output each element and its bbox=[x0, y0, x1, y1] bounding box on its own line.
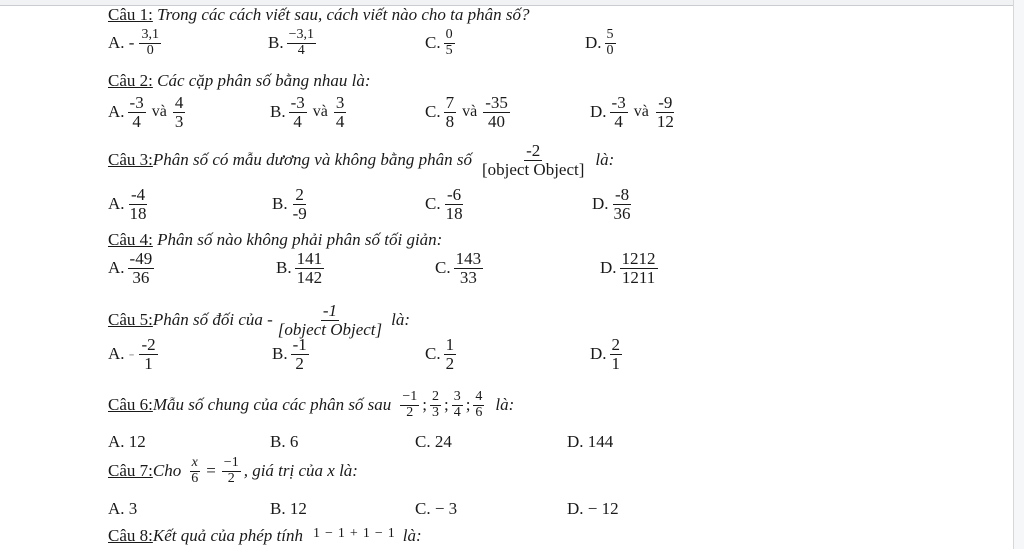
fraction: $\frac{-3}{4}$ bbox=[290, 93, 305, 131]
fraction: $\frac{1}{2}$ bbox=[445, 335, 455, 373]
q7-option-b[interactable]: B. 12 bbox=[270, 499, 307, 518]
fraction: $\frac{-3,1}{4}$ bbox=[288, 27, 314, 58]
q6-option-d[interactable]: D. 144 bbox=[567, 432, 614, 451]
q1-option-a[interactable] bbox=[108, 28, 164, 58]
fraction: $\frac{3}{4}$ bbox=[335, 93, 345, 131]
expression: 1 − 1 + 1 − 1 bbox=[313, 526, 395, 541]
q2-option-d[interactable] bbox=[590, 94, 679, 131]
q7-option-a[interactable]: A. 3 bbox=[108, 499, 138, 518]
fraction: $\frac{1212}{1211}$ bbox=[621, 249, 656, 287]
fraction: $\frac{2}{1}$ bbox=[611, 335, 621, 373]
fraction: $\frac{3}{4}$ bbox=[453, 389, 461, 420]
q3-tail: là: bbox=[595, 150, 615, 170]
fraction: $\frac{-3}{4}$ bbox=[611, 93, 626, 131]
fraction: $\frac{7}{8}$ bbox=[445, 93, 455, 131]
equals-sign: = bbox=[206, 461, 216, 481]
q3-option-c[interactable] bbox=[425, 186, 468, 223]
q2-option-c[interactable] bbox=[425, 94, 513, 131]
q6-text: Mẫu số chung của các phân số sau bbox=[152, 395, 392, 415]
q6-label: Câu 6: bbox=[108, 395, 153, 415]
fraction: $\frac{-6}{18}$ bbox=[445, 185, 463, 223]
option-letter: D. bbox=[600, 258, 617, 278]
option-letter: B. bbox=[270, 102, 286, 122]
fraction: $\frac{5}{0}$ bbox=[606, 27, 614, 58]
option-letter: D. bbox=[585, 33, 602, 53]
option-letter: A. bbox=[108, 102, 125, 122]
q2-text: Các cặp phân số bằng nhau là: bbox=[152, 71, 371, 90]
option-letter: C. bbox=[425, 33, 441, 53]
fraction: $\frac{0}{5}$ bbox=[445, 27, 453, 58]
q4-option-a[interactable] bbox=[108, 250, 157, 287]
q7-label: Câu 7: bbox=[108, 461, 153, 481]
fraction: $\frac{143}{33}$ bbox=[455, 249, 482, 287]
q7-option-c[interactable]: C. − 3 bbox=[415, 499, 458, 518]
q5-option-b[interactable] bbox=[272, 336, 312, 373]
q5-option-d[interactable] bbox=[590, 336, 625, 373]
q2-option-b[interactable] bbox=[270, 94, 349, 131]
fraction: $\frac{-2}{1}$ bbox=[141, 335, 156, 373]
q5-option-a[interactable] bbox=[108, 336, 161, 373]
q4-option-d[interactable] bbox=[600, 250, 661, 287]
option-letter: B. bbox=[272, 194, 288, 214]
question-4 bbox=[108, 230, 442, 250]
fraction: $\frac{-1}{2}$ bbox=[402, 389, 418, 420]
option-letter: A. bbox=[108, 33, 125, 53]
question-8 bbox=[108, 526, 422, 546]
fraction: $\frac{-9}{12}$ bbox=[656, 93, 674, 131]
q8-tail: là: bbox=[402, 526, 422, 545]
fraction-list: $\frac{-1}{2}$ ; $\frac{2}{3}$ ; $\frac{3}{4}$ ; $\frac{4}{6}$ bbox=[402, 389, 483, 420]
q3-label: Câu 3: bbox=[108, 150, 153, 170]
option-letter: C. bbox=[425, 344, 441, 364]
fraction: $\frac{-1}{2}$ bbox=[292, 335, 307, 373]
question-6 bbox=[108, 390, 514, 420]
question-3 bbox=[108, 142, 614, 179]
fraction: $\frac{-2}{\text{[object Object]}}$ bbox=[481, 141, 585, 179]
q2-label: Câu 2: bbox=[108, 71, 153, 90]
q3-option-b[interactable] bbox=[272, 186, 312, 223]
q1-text: Trong các cách viết sau, cách viết nào cho ta phân số? bbox=[152, 5, 530, 24]
q1-option-d[interactable] bbox=[585, 28, 619, 58]
q7-option-d[interactable]: D. − 12 bbox=[567, 499, 619, 518]
and-word: và bbox=[462, 103, 478, 121]
q6-option-c[interactable]: C. 24 bbox=[415, 432, 452, 451]
option-letter: A. bbox=[108, 194, 125, 214]
question-2 bbox=[108, 71, 371, 91]
minus-sign: - bbox=[128, 344, 135, 364]
q6-option-a[interactable]: A. 12 bbox=[108, 432, 146, 451]
minus-sign: - bbox=[128, 33, 135, 53]
option-letter: D. bbox=[590, 102, 607, 122]
q6-option-b[interactable]: B. 6 bbox=[270, 432, 299, 451]
fraction: $\frac{-1}{\text{[object Object]}}$ bbox=[277, 301, 383, 339]
fraction: $\frac{-49}{36}$ bbox=[129, 249, 153, 287]
fraction: $\frac{-4}{18}$ bbox=[129, 185, 147, 223]
option-letter: D. bbox=[592, 194, 609, 214]
fraction: $\frac{4}{6}$ bbox=[475, 389, 483, 420]
fraction: $\frac{141}{142}$ bbox=[296, 249, 323, 287]
q7-tail: , giá trị của x là: bbox=[243, 461, 358, 481]
q5-tail: là: bbox=[391, 310, 411, 330]
right-border bbox=[1013, 0, 1024, 549]
q1-label: Câu 1: bbox=[108, 5, 153, 24]
fraction: $\frac{4}{3}$ bbox=[174, 93, 184, 131]
and-word: và bbox=[633, 103, 649, 121]
and-word: và bbox=[312, 103, 328, 121]
fraction: $\frac{-8}{36}$ bbox=[613, 185, 631, 223]
option-letter: D. bbox=[590, 344, 607, 364]
fraction: $\frac{3,1}{0}$ bbox=[141, 27, 159, 58]
question-1 bbox=[108, 5, 529, 25]
q4-label: Câu 4: bbox=[108, 230, 153, 249]
fraction: $\frac{x}{6}$ bbox=[191, 455, 199, 486]
q4-text: Phân số nào không phải phân số tối giản: bbox=[152, 230, 443, 249]
q4-option-b[interactable] bbox=[276, 250, 327, 287]
question-5 bbox=[108, 302, 410, 339]
option-letter: A. bbox=[108, 258, 125, 278]
q5-text: Phân số đối của - bbox=[152, 310, 273, 330]
and-word: và bbox=[151, 103, 167, 121]
option-letter: C. bbox=[425, 194, 441, 214]
fraction: $\frac{-3}{4}$ bbox=[129, 93, 144, 131]
q5-label: Câu 5: bbox=[108, 310, 153, 330]
fraction: $\frac{-35}{40}$ bbox=[485, 93, 508, 131]
option-letter: C. bbox=[435, 258, 451, 278]
option-letter: B. bbox=[268, 33, 284, 53]
q8-label: Câu 8: bbox=[108, 526, 153, 545]
option-letter: A. bbox=[108, 344, 125, 364]
q3-option-d[interactable] bbox=[592, 186, 636, 223]
question-7 bbox=[108, 456, 358, 486]
q2-option-a[interactable] bbox=[108, 94, 188, 131]
q5-option-c[interactable] bbox=[425, 336, 459, 373]
q7-text: Cho bbox=[152, 461, 182, 481]
q3-text: Phân số có mẫu dương và không bằng phân số bbox=[152, 150, 472, 170]
fraction: $\frac{-1}{2}$ bbox=[223, 455, 239, 486]
option-letter: B. bbox=[272, 344, 288, 364]
q8-text: Kết quả của phép tính bbox=[152, 526, 304, 545]
fraction: $\frac{2}{-9}$ bbox=[292, 185, 307, 223]
q6-tail: là: bbox=[495, 395, 515, 415]
option-letter: B. bbox=[276, 258, 292, 278]
q3-option-a[interactable] bbox=[108, 186, 152, 223]
q4-option-c[interactable] bbox=[435, 250, 486, 287]
fraction: $\frac{2}{3}$ bbox=[431, 389, 439, 420]
q1-option-c[interactable] bbox=[425, 28, 458, 58]
q1-option-b[interactable] bbox=[268, 28, 319, 58]
option-letter: C. bbox=[425, 102, 441, 122]
